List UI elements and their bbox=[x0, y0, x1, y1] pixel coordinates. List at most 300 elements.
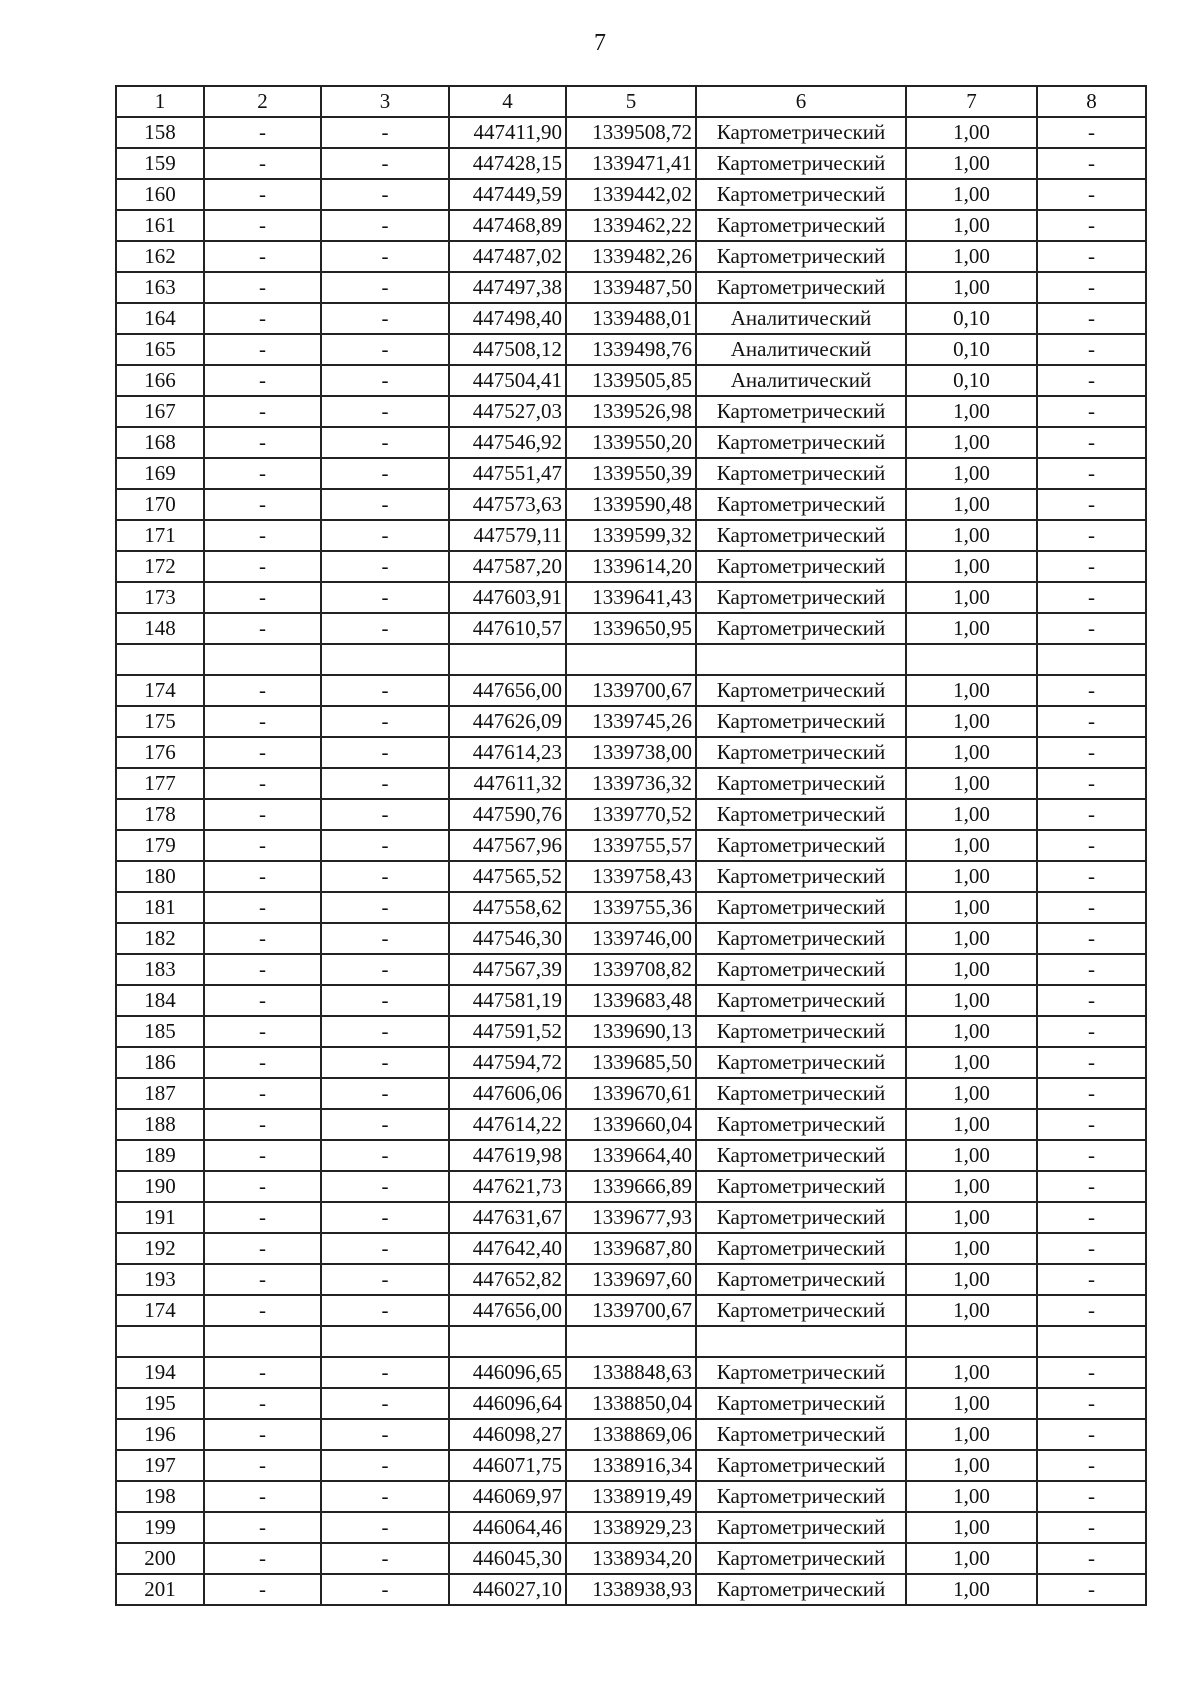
table-cell: 447603,91 bbox=[449, 582, 566, 613]
table-cell: Картометрический bbox=[696, 179, 906, 210]
table-row bbox=[116, 210, 1146, 241]
table-cell: 447587,20 bbox=[449, 551, 566, 582]
table-cell: - bbox=[321, 1233, 449, 1264]
table-row bbox=[116, 1295, 1146, 1326]
table-cell: - bbox=[321, 985, 449, 1016]
table-cell: 447527,03 bbox=[449, 396, 566, 427]
table-cell: - bbox=[321, 148, 449, 179]
table-cell: - bbox=[1037, 117, 1146, 148]
table-cell: 189 bbox=[116, 1140, 204, 1171]
table-cell bbox=[566, 1326, 696, 1357]
table-cell: 1,00 bbox=[906, 799, 1037, 830]
table-cell: - bbox=[204, 1512, 321, 1543]
table-cell: 1,00 bbox=[906, 179, 1037, 210]
table-cell: 1339488,01 bbox=[566, 303, 696, 334]
table-cell bbox=[906, 1326, 1037, 1357]
table-cell: 174 bbox=[116, 675, 204, 706]
table-row bbox=[116, 768, 1146, 799]
table-cell: 1338916,34 bbox=[566, 1450, 696, 1481]
table-row bbox=[116, 954, 1146, 985]
table-cell: - bbox=[321, 1419, 449, 1450]
column-header: 2 bbox=[204, 86, 321, 117]
table-cell: 175 bbox=[116, 706, 204, 737]
table-cell: - bbox=[204, 1233, 321, 1264]
table-cell bbox=[449, 644, 566, 675]
table-row bbox=[116, 1357, 1146, 1388]
table-row bbox=[116, 923, 1146, 954]
table-cell: - bbox=[1037, 1574, 1146, 1605]
table-cell: Картометрический bbox=[696, 830, 906, 861]
table-cell: - bbox=[204, 1078, 321, 1109]
table-cell: 1,00 bbox=[906, 923, 1037, 954]
table-row bbox=[116, 613, 1146, 644]
table-cell: Картометрический bbox=[696, 706, 906, 737]
table-row bbox=[116, 489, 1146, 520]
table-header-row bbox=[116, 86, 1146, 117]
table-cell: 185 bbox=[116, 1016, 204, 1047]
table-cell: 1,00 bbox=[906, 427, 1037, 458]
table-cell: 1,00 bbox=[906, 489, 1037, 520]
table-cell: 1339758,43 bbox=[566, 861, 696, 892]
table-cell: - bbox=[1037, 1419, 1146, 1450]
table-cell bbox=[906, 644, 1037, 675]
table-cell: - bbox=[204, 210, 321, 241]
table-cell: - bbox=[1037, 1047, 1146, 1078]
table-cell: 446098,27 bbox=[449, 1419, 566, 1450]
table-cell bbox=[116, 644, 204, 675]
table-cell: - bbox=[321, 737, 449, 768]
table-row bbox=[116, 985, 1146, 1016]
table-cell: Картометрический bbox=[696, 737, 906, 768]
table-row bbox=[116, 272, 1146, 303]
table-cell: 446045,30 bbox=[449, 1543, 566, 1574]
table-cell: 1,00 bbox=[906, 861, 1037, 892]
table-cell: 1339508,72 bbox=[566, 117, 696, 148]
table-cell: - bbox=[321, 1295, 449, 1326]
table-cell: 199 bbox=[116, 1512, 204, 1543]
table-cell: 1339690,13 bbox=[566, 1016, 696, 1047]
table-cell: - bbox=[321, 520, 449, 551]
table-row bbox=[116, 1419, 1146, 1450]
table-cell: - bbox=[1037, 1450, 1146, 1481]
table-cell: - bbox=[1037, 582, 1146, 613]
table-row bbox=[116, 334, 1146, 365]
table-cell: - bbox=[321, 861, 449, 892]
table-row bbox=[116, 1388, 1146, 1419]
table-cell: 170 bbox=[116, 489, 204, 520]
table-cell: 1339697,60 bbox=[566, 1264, 696, 1295]
table-cell: - bbox=[204, 303, 321, 334]
table-cell: - bbox=[321, 179, 449, 210]
table-cell: 1338869,06 bbox=[566, 1419, 696, 1450]
table-cell: 198 bbox=[116, 1481, 204, 1512]
table-cell: 447546,92 bbox=[449, 427, 566, 458]
table-cell: 1339442,02 bbox=[566, 179, 696, 210]
table-cell: - bbox=[321, 830, 449, 861]
column-header: 5 bbox=[566, 86, 696, 117]
table-cell: 447573,63 bbox=[449, 489, 566, 520]
table-cell: 196 bbox=[116, 1419, 204, 1450]
table-cell bbox=[321, 1326, 449, 1357]
table-cell: 1339746,00 bbox=[566, 923, 696, 954]
table-cell: 1339738,00 bbox=[566, 737, 696, 768]
table-cell: 167 bbox=[116, 396, 204, 427]
table-cell bbox=[1037, 1326, 1146, 1357]
table-cell: 1339487,50 bbox=[566, 272, 696, 303]
table-cell: 447498,40 bbox=[449, 303, 566, 334]
table-cell: - bbox=[204, 1357, 321, 1388]
table-cell: - bbox=[204, 272, 321, 303]
table-cell: Картометрический bbox=[696, 1202, 906, 1233]
table-cell: - bbox=[321, 954, 449, 985]
column-header: 6 bbox=[696, 86, 906, 117]
table-cell: 1339482,26 bbox=[566, 241, 696, 272]
table-cell: 447546,30 bbox=[449, 923, 566, 954]
table-cell: Картометрический bbox=[696, 985, 906, 1016]
table-cell: - bbox=[204, 1574, 321, 1605]
table-cell: 1,00 bbox=[906, 830, 1037, 861]
table-cell: - bbox=[321, 303, 449, 334]
table-cell: 447508,12 bbox=[449, 334, 566, 365]
table-cell: Картометрический bbox=[696, 1016, 906, 1047]
table-cell: 1339700,67 bbox=[566, 1295, 696, 1326]
table-cell: 446096,64 bbox=[449, 1388, 566, 1419]
table-cell: 1,00 bbox=[906, 396, 1037, 427]
table-cell: 1339590,48 bbox=[566, 489, 696, 520]
table-cell bbox=[204, 1326, 321, 1357]
table-row bbox=[116, 1171, 1146, 1202]
table-cell: - bbox=[204, 1295, 321, 1326]
table-cell: 447591,52 bbox=[449, 1016, 566, 1047]
table-cell: 1339666,89 bbox=[566, 1171, 696, 1202]
table-cell: - bbox=[321, 1078, 449, 1109]
table-cell: 0,10 bbox=[906, 365, 1037, 396]
table-body bbox=[116, 117, 1146, 1605]
table-cell bbox=[696, 644, 906, 675]
table-cell: 447656,00 bbox=[449, 675, 566, 706]
table-row bbox=[116, 551, 1146, 582]
table-cell: Картометрический bbox=[696, 272, 906, 303]
table-cell: 191 bbox=[116, 1202, 204, 1233]
table-cell: Картометрический bbox=[696, 148, 906, 179]
table-cell: 1339677,93 bbox=[566, 1202, 696, 1233]
table-cell: 447611,32 bbox=[449, 768, 566, 799]
table-cell: Аналитический bbox=[696, 365, 906, 396]
table-cell: 1,00 bbox=[906, 1109, 1037, 1140]
table-cell: - bbox=[204, 985, 321, 1016]
table-cell: 1,00 bbox=[906, 1047, 1037, 1078]
table-cell: 1,00 bbox=[906, 1202, 1037, 1233]
table-cell: 1339745,26 bbox=[566, 706, 696, 737]
table-cell: Картометрический bbox=[696, 396, 906, 427]
table-row bbox=[116, 458, 1146, 489]
table-cell: 169 bbox=[116, 458, 204, 489]
table-cell: Картометрический bbox=[696, 1512, 906, 1543]
table-cell: 1338850,04 bbox=[566, 1388, 696, 1419]
table-cell: - bbox=[1037, 1233, 1146, 1264]
table-cell: 1339641,43 bbox=[566, 582, 696, 613]
table-cell: - bbox=[1037, 954, 1146, 985]
table-cell: 1,00 bbox=[906, 1419, 1037, 1450]
table-cell: 446027,10 bbox=[449, 1574, 566, 1605]
table-cell: - bbox=[204, 613, 321, 644]
table-cell: - bbox=[1037, 458, 1146, 489]
table-cell: 1,00 bbox=[906, 148, 1037, 179]
table-cell: - bbox=[1037, 706, 1146, 737]
table-row bbox=[116, 1481, 1146, 1512]
table-cell: - bbox=[1037, 861, 1146, 892]
table-cell: 195 bbox=[116, 1388, 204, 1419]
table-cell: 1,00 bbox=[906, 520, 1037, 551]
table-cell: - bbox=[1037, 179, 1146, 210]
table-row bbox=[116, 1140, 1146, 1171]
table-cell: 447579,11 bbox=[449, 520, 566, 551]
table-cell: 1,00 bbox=[906, 1264, 1037, 1295]
table-cell: - bbox=[204, 520, 321, 551]
table-cell: - bbox=[204, 241, 321, 272]
table-cell: - bbox=[1037, 737, 1146, 768]
column-header: 7 bbox=[906, 86, 1037, 117]
table-cell: - bbox=[321, 1388, 449, 1419]
column-header: 1 bbox=[116, 86, 204, 117]
table-cell: 1339614,20 bbox=[566, 551, 696, 582]
table-cell: - bbox=[1037, 303, 1146, 334]
page-number: 7 bbox=[594, 30, 606, 56]
table-cell: 1,00 bbox=[906, 768, 1037, 799]
table-cell: - bbox=[1037, 334, 1146, 365]
table-cell: 446096,65 bbox=[449, 1357, 566, 1388]
table-cell: - bbox=[1037, 520, 1146, 551]
table-cell: 447594,72 bbox=[449, 1047, 566, 1078]
coordinates-table bbox=[115, 85, 1147, 1606]
table-cell: 181 bbox=[116, 892, 204, 923]
table-cell: 166 bbox=[116, 365, 204, 396]
table-cell: 1339683,48 bbox=[566, 985, 696, 1016]
table-cell: 447619,98 bbox=[449, 1140, 566, 1171]
table-cell: 1,00 bbox=[906, 675, 1037, 706]
table-row bbox=[116, 1078, 1146, 1109]
table-cell: 447565,52 bbox=[449, 861, 566, 892]
table-cell: 1339664,40 bbox=[566, 1140, 696, 1171]
table-cell: 1338934,20 bbox=[566, 1543, 696, 1574]
table-cell: 1,00 bbox=[906, 458, 1037, 489]
table-cell: - bbox=[321, 582, 449, 613]
table-cell: Картометрический bbox=[696, 1233, 906, 1264]
table-cell: 1,00 bbox=[906, 272, 1037, 303]
table-cell: 190 bbox=[116, 1171, 204, 1202]
table-cell: 1339708,82 bbox=[566, 954, 696, 985]
table-cell: 447642,40 bbox=[449, 1233, 566, 1264]
table-cell: - bbox=[204, 458, 321, 489]
table-cell: 1,00 bbox=[906, 1512, 1037, 1543]
table-cell: Аналитический bbox=[696, 303, 906, 334]
table-cell: 0,10 bbox=[906, 334, 1037, 365]
table-row bbox=[116, 892, 1146, 923]
table-cell: - bbox=[1037, 241, 1146, 272]
table-cell: Картометрический bbox=[696, 1388, 906, 1419]
table-cell: - bbox=[204, 117, 321, 148]
table-cell: 192 bbox=[116, 1233, 204, 1264]
table-cell: 177 bbox=[116, 768, 204, 799]
table-cell: Картометрический bbox=[696, 613, 906, 644]
table-cell: - bbox=[321, 613, 449, 644]
table-cell: 183 bbox=[116, 954, 204, 985]
table-cell: 173 bbox=[116, 582, 204, 613]
table-cell: 447621,73 bbox=[449, 1171, 566, 1202]
table-cell: - bbox=[321, 1109, 449, 1140]
table-cell: Картометрический bbox=[696, 117, 906, 148]
table-cell: Картометрический bbox=[696, 520, 906, 551]
table-cell: - bbox=[204, 396, 321, 427]
table-cell: - bbox=[1037, 148, 1146, 179]
table-cell: Картометрический bbox=[696, 954, 906, 985]
table-cell: Картометрический bbox=[696, 1481, 906, 1512]
table-cell: Аналитический bbox=[696, 334, 906, 365]
table-cell: Картометрический bbox=[696, 768, 906, 799]
table-row bbox=[116, 582, 1146, 613]
table-cell: 159 bbox=[116, 148, 204, 179]
table-cell: - bbox=[204, 706, 321, 737]
table-cell: 1,00 bbox=[906, 1574, 1037, 1605]
table-row bbox=[116, 1109, 1146, 1140]
table-cell: 168 bbox=[116, 427, 204, 458]
table-cell: - bbox=[1037, 1543, 1146, 1574]
table-cell: 1338848,63 bbox=[566, 1357, 696, 1388]
table-cell: 163 bbox=[116, 272, 204, 303]
table-cell: - bbox=[1037, 365, 1146, 396]
table-cell: - bbox=[1037, 675, 1146, 706]
table-cell: - bbox=[204, 1047, 321, 1078]
table-cell: - bbox=[321, 210, 449, 241]
table-cell: 447626,09 bbox=[449, 706, 566, 737]
table-cell: 1,00 bbox=[906, 1543, 1037, 1574]
table-cell: - bbox=[1037, 396, 1146, 427]
table-cell: 447468,89 bbox=[449, 210, 566, 241]
table-row bbox=[116, 1016, 1146, 1047]
table-row bbox=[116, 365, 1146, 396]
table-cell: - bbox=[1037, 1202, 1146, 1233]
table-cell: 1339770,52 bbox=[566, 799, 696, 830]
table-cell: 188 bbox=[116, 1109, 204, 1140]
table-cell: 447487,02 bbox=[449, 241, 566, 272]
table-cell: - bbox=[204, 737, 321, 768]
table-cell: - bbox=[1037, 489, 1146, 520]
table-cell: 158 bbox=[116, 117, 204, 148]
table-cell: Картометрический bbox=[696, 1450, 906, 1481]
table-cell: 447567,39 bbox=[449, 954, 566, 985]
table-cell bbox=[116, 1326, 204, 1357]
table-cell: 172 bbox=[116, 551, 204, 582]
table-cell: - bbox=[204, 830, 321, 861]
column-header: 4 bbox=[449, 86, 566, 117]
table-cell: - bbox=[1037, 985, 1146, 1016]
table-cell: - bbox=[321, 1171, 449, 1202]
table-cell: - bbox=[1037, 613, 1146, 644]
table-cell: 1,00 bbox=[906, 954, 1037, 985]
table-cell: 1339550,39 bbox=[566, 458, 696, 489]
table-cell: 1,00 bbox=[906, 892, 1037, 923]
table-cell: - bbox=[1037, 551, 1146, 582]
table-cell: - bbox=[1037, 1264, 1146, 1295]
table-row bbox=[116, 1574, 1146, 1605]
table-cell: Картометрический bbox=[696, 1574, 906, 1605]
table-row bbox=[116, 1326, 1146, 1357]
table-row bbox=[116, 1450, 1146, 1481]
table-cell: 1339599,32 bbox=[566, 520, 696, 551]
table-cell: 1,00 bbox=[906, 985, 1037, 1016]
table-cell: - bbox=[204, 365, 321, 396]
table-cell: Картометрический bbox=[696, 1264, 906, 1295]
table-cell: Картометрический bbox=[696, 427, 906, 458]
table-cell: 447449,59 bbox=[449, 179, 566, 210]
table-cell: - bbox=[204, 551, 321, 582]
table-cell: 194 bbox=[116, 1357, 204, 1388]
table-cell: 1339736,32 bbox=[566, 768, 696, 799]
table-cell: - bbox=[321, 272, 449, 303]
table-cell: - bbox=[204, 1016, 321, 1047]
table-cell: 1,00 bbox=[906, 737, 1037, 768]
table-cell: Картометрический bbox=[696, 923, 906, 954]
table-cell: - bbox=[204, 954, 321, 985]
table-cell: 1338919,49 bbox=[566, 1481, 696, 1512]
table-cell: - bbox=[321, 241, 449, 272]
table-cell: 1,00 bbox=[906, 1450, 1037, 1481]
table-cell: - bbox=[321, 1357, 449, 1388]
table-cell: - bbox=[321, 1574, 449, 1605]
table-cell: - bbox=[204, 675, 321, 706]
table-cell: Картометрический bbox=[696, 489, 906, 520]
table-cell: - bbox=[204, 923, 321, 954]
table-cell: 193 bbox=[116, 1264, 204, 1295]
table-cell: Картометрический bbox=[696, 458, 906, 489]
table-cell: 1339526,98 bbox=[566, 396, 696, 427]
table-cell: 1,00 bbox=[906, 1233, 1037, 1264]
table-cell: - bbox=[321, 427, 449, 458]
table-cell: - bbox=[321, 1450, 449, 1481]
table-cell: 447606,06 bbox=[449, 1078, 566, 1109]
table-row bbox=[116, 1543, 1146, 1574]
table-cell: 1339670,61 bbox=[566, 1078, 696, 1109]
table-cell: - bbox=[1037, 272, 1146, 303]
table-cell: 1339471,41 bbox=[566, 148, 696, 179]
table-cell: 1,00 bbox=[906, 1140, 1037, 1171]
table-cell: 1,00 bbox=[906, 210, 1037, 241]
table-row bbox=[116, 706, 1146, 737]
table-cell: 1339700,67 bbox=[566, 675, 696, 706]
table-cell: Картометрический bbox=[696, 675, 906, 706]
table-cell: - bbox=[204, 179, 321, 210]
table-cell: 447567,96 bbox=[449, 830, 566, 861]
table-cell: 447558,62 bbox=[449, 892, 566, 923]
table-cell: 176 bbox=[116, 737, 204, 768]
table-cell: - bbox=[321, 551, 449, 582]
table-cell: 1,00 bbox=[906, 706, 1037, 737]
table-cell: 446071,75 bbox=[449, 1450, 566, 1481]
table-cell: - bbox=[321, 1512, 449, 1543]
table-cell: - bbox=[204, 892, 321, 923]
table-row bbox=[116, 644, 1146, 675]
table-cell: - bbox=[204, 1264, 321, 1295]
table-cell: - bbox=[321, 706, 449, 737]
table-row bbox=[116, 1202, 1146, 1233]
table-cell: 447631,67 bbox=[449, 1202, 566, 1233]
table-row bbox=[116, 737, 1146, 768]
table-cell: 1338929,23 bbox=[566, 1512, 696, 1543]
table-cell: - bbox=[321, 117, 449, 148]
table-cell bbox=[1037, 644, 1146, 675]
table-cell: - bbox=[1037, 1357, 1146, 1388]
table-cell: - bbox=[321, 1140, 449, 1171]
